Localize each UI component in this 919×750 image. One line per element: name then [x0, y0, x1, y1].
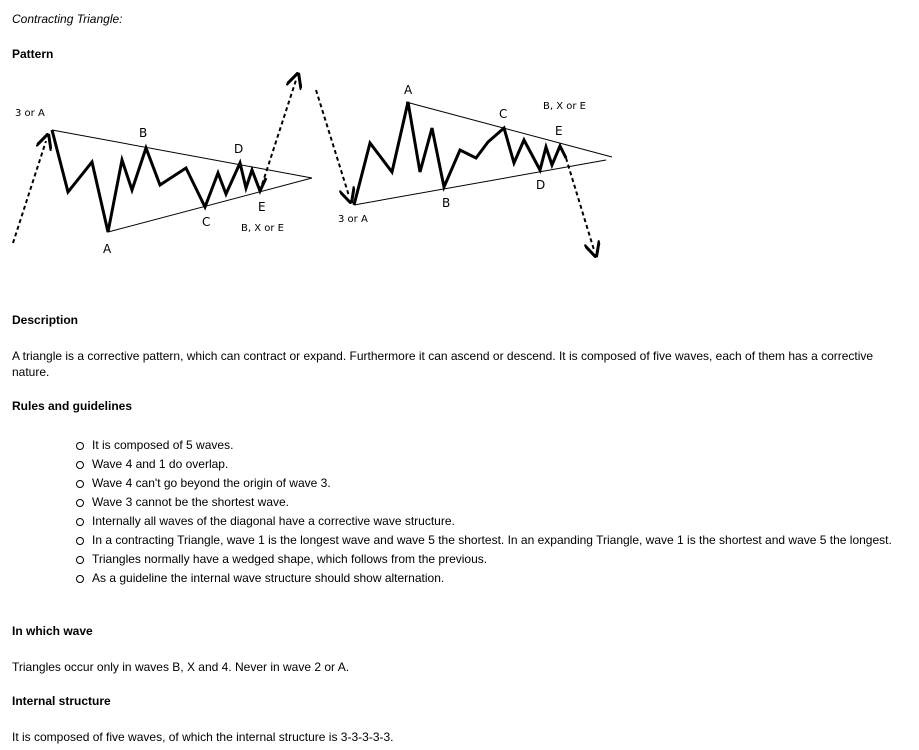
circle-bullet-icon — [76, 442, 84, 450]
right-outgoing-arrow — [566, 158, 594, 250]
circle-bullet-icon — [76, 461, 84, 469]
in-which-wave-heading: In which wave — [12, 624, 93, 638]
internal-structure-text: It is composed of five waves, of which the internal structure is 3-3-3-3-3. — [12, 730, 394, 744]
circle-bullet-icon — [76, 537, 84, 545]
in-which-wave-text: Triangles occur only in waves B, X and 4. Never in wave 2 or A. — [12, 660, 350, 674]
rule-item-1: It is composed of 5 waves. — [76, 436, 906, 455]
left-label-b: B — [139, 126, 148, 140]
right-label-e: E — [555, 124, 563, 138]
circle-bullet-icon — [76, 499, 84, 507]
circle-bullet-icon — [76, 480, 84, 488]
rule-item-4: Wave 3 cannot be the shortest wave. — [76, 493, 906, 512]
right-label-start: 3 or A — [338, 214, 368, 225]
right-label-a: A — [404, 83, 413, 97]
rule-item-5: Internally all waves of the diagonal have a corrective wave structure. — [76, 512, 906, 531]
left-label-start: 3 or A — [15, 108, 45, 119]
circle-bullet-icon — [76, 556, 84, 564]
rules-list — [76, 436, 906, 588]
description-text: A triangle is a corrective pattern, which can contract or expand. Furthermore it can ascend or descend. It is composed of five waves, each of them has a corrective nature. — [12, 349, 874, 379]
left-triangle-diagram — [13, 80, 312, 243]
right-label-d: D — [536, 178, 546, 192]
rule-item-2: Wave 4 and 1 do overlap. — [76, 455, 906, 474]
left-label-d: D — [234, 142, 244, 156]
rule-item-8: As a guideline the internal wave structure should show alternation. — [76, 569, 906, 588]
right-incoming-arrow — [316, 90, 349, 196]
rule-item-7: Triangles normally have a wedged shape, which follows from the previous. — [76, 550, 906, 569]
page-title: Contracting Triangle: — [12, 12, 123, 26]
circle-bullet-icon — [76, 518, 84, 526]
left-incoming-arrow — [13, 141, 46, 243]
rules-heading: Rules and guidelines — [12, 399, 133, 413]
right-wave-path — [354, 102, 566, 205]
right-label-end: B, X or E — [543, 101, 586, 112]
right-label-c: C — [499, 107, 508, 121]
rule-item-6: In a contracting Triangle, wave 1 is the longest wave and wave 5 the shortest. In an expanding Triangle, wave 1 is the shortest and wave 5 the longest. — [76, 531, 906, 550]
rule-item-3: Wave 4 can't go beyond the origin of wave 3. — [76, 474, 906, 493]
left-label-end: B, X or E — [241, 223, 284, 234]
right-triangle-diagram — [316, 90, 612, 250]
left-label-a: A — [103, 242, 112, 256]
triangle-pattern-diagram — [0, 70, 640, 270]
left-label-e: E — [258, 200, 266, 214]
pattern-heading: Pattern — [12, 47, 54, 61]
description-heading: Description — [12, 313, 79, 327]
circle-bullet-icon — [76, 575, 84, 583]
internal-structure-heading: Internal structure — [12, 694, 111, 708]
left-label-c: C — [202, 215, 211, 229]
right-label-b: B — [442, 196, 451, 210]
